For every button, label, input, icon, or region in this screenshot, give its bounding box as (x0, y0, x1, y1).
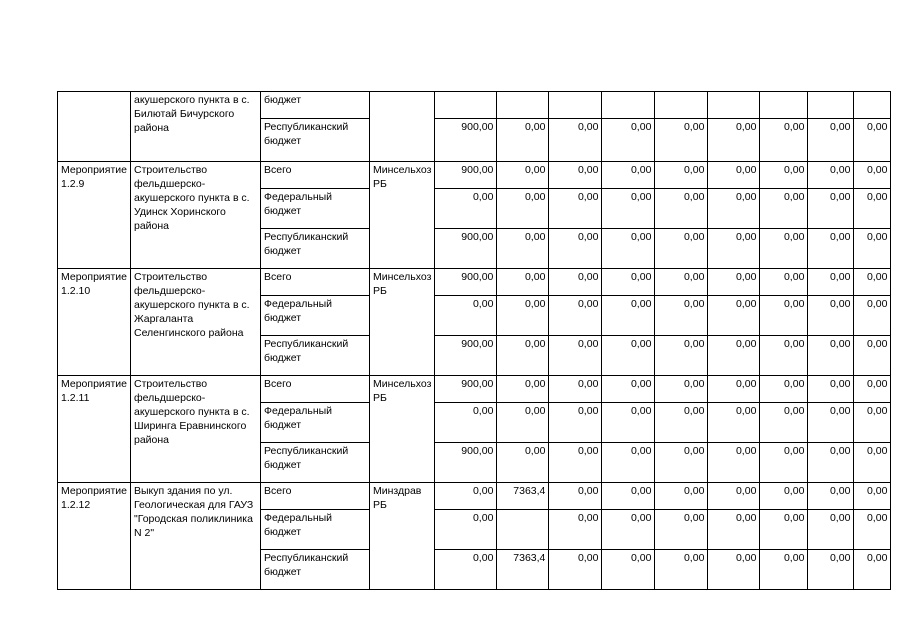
amount-cell: 0,00 (760, 550, 808, 590)
amount-cell: 0,00 (435, 189, 497, 229)
amount-cell: 0,00 (549, 336, 602, 376)
amount-cell: 0,00 (655, 510, 708, 550)
amount-cell: 0,00 (497, 443, 549, 483)
amount-cell: 0,00 (854, 336, 891, 376)
amount-cell: 0,00 (760, 443, 808, 483)
amount-cell: 0,00 (708, 229, 760, 269)
amount-cell: 0,00 (497, 403, 549, 443)
amount-cell (708, 92, 760, 119)
amount-cell: 0,00 (497, 162, 549, 189)
amount-cell: 0,00 (549, 296, 602, 336)
amount-cell: 0,00 (708, 550, 760, 590)
amount-cell: 0,00 (655, 296, 708, 336)
funding-source-cell: Всего (260, 376, 369, 403)
event-name-cell: Строительство фельдшерско-акушерского пункта в с. Жаргаланта Селенгинского района (130, 269, 260, 376)
amount-cell: 0,00 (708, 336, 760, 376)
amount-cell: 0,00 (708, 443, 760, 483)
amount-cell: 0,00 (655, 376, 708, 403)
amount-cell: 0,00 (435, 550, 497, 590)
amount-cell: 0,00 (854, 483, 891, 510)
amount-cell: 0,00 (808, 376, 854, 403)
amount-cell: 0,00 (435, 483, 497, 510)
amount-cell: 0,00 (602, 189, 655, 229)
funding-source-cell: Всего (260, 483, 369, 510)
event-name-cell: Выкуп здания по ул. Геологическая для ГАУЗ "Городская поликлиника N 2" (130, 483, 260, 590)
amount-cell: 0,00 (854, 229, 891, 269)
amount-cell: 0,00 (760, 483, 808, 510)
amount-cell: 0,00 (808, 510, 854, 550)
amount-cell: 0,00 (854, 162, 891, 189)
amount-cell: 0,00 (549, 483, 602, 510)
executor-cell: Минсельхоз РБ (369, 376, 434, 483)
amount-cell: 0,00 (602, 296, 655, 336)
executor-cell: Минздрав РБ (369, 483, 434, 590)
amount-cell: 0,00 (808, 229, 854, 269)
amount-cell: 0,00 (708, 162, 760, 189)
amount-cell: 0,00 (602, 269, 655, 296)
amount-cell: 0,00 (435, 403, 497, 443)
table-row (58, 92, 891, 119)
amount-cell: 0,00 (808, 296, 854, 336)
funding-source-cell: Федеральный бюджет (260, 189, 369, 229)
amount-cell: 900,00 (435, 443, 497, 483)
amount-cell (854, 92, 891, 119)
amount-cell: 0,00 (497, 189, 549, 229)
amount-cell: 0,00 (549, 550, 602, 590)
amount-cell: 0,00 (549, 162, 602, 189)
amount-cell: 0,00 (808, 550, 854, 590)
funding-source-cell: Республиканский бюджет (260, 119, 369, 162)
amount-cell: 0,00 (549, 119, 602, 162)
amount-cell: 0,00 (549, 510, 602, 550)
amount-cell: 0,00 (760, 119, 808, 162)
executor-cell: Минсельхоз РБ (369, 162, 434, 269)
amount-cell: 0,00 (708, 269, 760, 296)
funding-source-cell: Республиканский бюджет (260, 336, 369, 376)
amount-cell (655, 92, 708, 119)
amount-cell: 0,00 (854, 189, 891, 229)
funding-source-cell: бюджет (260, 92, 369, 119)
amount-cell: 0,00 (808, 336, 854, 376)
budget-table (57, 91, 891, 590)
funding-source-cell: Республиканский бюджет (260, 550, 369, 590)
amount-cell: 0,00 (602, 550, 655, 590)
amount-cell: 0,00 (602, 403, 655, 443)
amount-cell: 0,00 (497, 296, 549, 336)
event-code-cell: Мероприятие 1.2.10 (58, 269, 131, 376)
table-body (58, 92, 891, 590)
table-row (58, 376, 891, 403)
amount-cell: 0,00 (655, 269, 708, 296)
amount-cell: 0,00 (655, 483, 708, 510)
funding-source-cell: Всего (260, 269, 369, 296)
amount-cell: 0,00 (602, 119, 655, 162)
table-row (58, 483, 891, 510)
amount-cell: 0,00 (497, 229, 549, 269)
amount-cell: 0,00 (497, 376, 549, 403)
amount-cell: 0,00 (854, 403, 891, 443)
amount-cell: 900,00 (435, 269, 497, 296)
amount-cell: 0,00 (760, 229, 808, 269)
amount-cell: 0,00 (655, 119, 708, 162)
table-row (58, 162, 891, 189)
amount-cell: 0,00 (602, 229, 655, 269)
amount-cell: 0,00 (497, 119, 549, 162)
amount-cell: 0,00 (708, 119, 760, 162)
amount-cell: 0,00 (808, 119, 854, 162)
amount-cell (549, 92, 602, 119)
amount-cell: 0,00 (655, 403, 708, 443)
funding-source-cell: Республиканский бюджет (260, 229, 369, 269)
amount-cell: 0,00 (854, 119, 891, 162)
amount-cell: 0,00 (655, 162, 708, 189)
amount-cell: 0,00 (655, 229, 708, 269)
funding-source-cell: Федеральный бюджет (260, 510, 369, 550)
amount-cell: 0,00 (760, 510, 808, 550)
amount-cell: 0,00 (549, 229, 602, 269)
amount-cell: 0,00 (760, 403, 808, 443)
amount-cell: 0,00 (760, 336, 808, 376)
amount-cell: 900,00 (435, 119, 497, 162)
funding-source-cell: Всего (260, 162, 369, 189)
amount-cell: 0,00 (435, 510, 497, 550)
amount-cell: 0,00 (854, 510, 891, 550)
amount-cell: 0,00 (708, 189, 760, 229)
amount-cell: 0,00 (549, 269, 602, 296)
amount-cell: 0,00 (854, 550, 891, 590)
executor-cell: Минсельхоз РБ (369, 269, 434, 376)
amount-cell (808, 92, 854, 119)
amount-cell: 0,00 (854, 443, 891, 483)
amount-cell: 0,00 (708, 403, 760, 443)
amount-cell: 900,00 (435, 336, 497, 376)
amount-cell: 0,00 (549, 443, 602, 483)
amount-cell: 0,00 (435, 296, 497, 336)
amount-cell: 900,00 (435, 162, 497, 189)
amount-cell: 0,00 (808, 483, 854, 510)
amount-cell (497, 510, 549, 550)
amount-cell: 0,00 (549, 376, 602, 403)
amount-cell: 0,00 (708, 483, 760, 510)
event-name-cell: акушерского пункта в с. Билютай Бичурского района (130, 92, 260, 162)
event-name-cell: Строительство фельдшерско-акушерского пункта в с. Ширинга Еравнинского района (130, 376, 260, 483)
amount-cell: 900,00 (435, 229, 497, 269)
amount-cell: 0,00 (808, 162, 854, 189)
amount-cell: 7363,4 (497, 483, 549, 510)
amount-cell: 0,00 (655, 443, 708, 483)
amount-cell: 0,00 (854, 376, 891, 403)
amount-cell: 0,00 (854, 296, 891, 336)
amount-cell: 0,00 (549, 189, 602, 229)
amount-cell: 0,00 (760, 296, 808, 336)
amount-cell: 0,00 (708, 296, 760, 336)
amount-cell: 900,00 (435, 376, 497, 403)
amount-cell: 0,00 (760, 162, 808, 189)
amount-cell: 0,00 (655, 189, 708, 229)
amount-cell (435, 92, 497, 119)
amount-cell: 7363,4 (497, 550, 549, 590)
amount-cell: 0,00 (854, 269, 891, 296)
event-code-cell: Мероприятие 1.2.11 (58, 376, 131, 483)
funding-source-cell: Федеральный бюджет (260, 296, 369, 336)
amount-cell: 0,00 (602, 443, 655, 483)
amount-cell (602, 92, 655, 119)
amount-cell: 0,00 (497, 269, 549, 296)
amount-cell: 0,00 (497, 336, 549, 376)
event-name-cell: Строительство фельдшерско-акушерского пункта в с. Удинск Хоринского района (130, 162, 260, 269)
amount-cell: 0,00 (708, 510, 760, 550)
table-row (58, 269, 891, 296)
amount-cell: 0,00 (808, 189, 854, 229)
amount-cell: 0,00 (655, 336, 708, 376)
amount-cell: 0,00 (760, 269, 808, 296)
amount-cell: 0,00 (708, 376, 760, 403)
funding-source-cell: Федеральный бюджет (260, 403, 369, 443)
amount-cell: 0,00 (602, 336, 655, 376)
event-code-cell: Мероприятие 1.2.9 (58, 162, 131, 269)
event-code-cell (58, 92, 131, 162)
amount-cell: 0,00 (602, 376, 655, 403)
amount-cell: 0,00 (602, 510, 655, 550)
amount-cell: 0,00 (808, 269, 854, 296)
amount-cell: 0,00 (760, 376, 808, 403)
funding-source-cell: Республиканский бюджет (260, 443, 369, 483)
amount-cell (760, 92, 808, 119)
amount-cell: 0,00 (760, 189, 808, 229)
executor-cell (369, 92, 434, 162)
amount-cell: 0,00 (602, 162, 655, 189)
event-code-cell: Мероприятие 1.2.12 (58, 483, 131, 590)
amount-cell: 0,00 (549, 403, 602, 443)
amount-cell: 0,00 (808, 443, 854, 483)
amount-cell: 0,00 (602, 483, 655, 510)
amount-cell: 0,00 (655, 550, 708, 590)
amount-cell (497, 92, 549, 119)
amount-cell: 0,00 (808, 403, 854, 443)
